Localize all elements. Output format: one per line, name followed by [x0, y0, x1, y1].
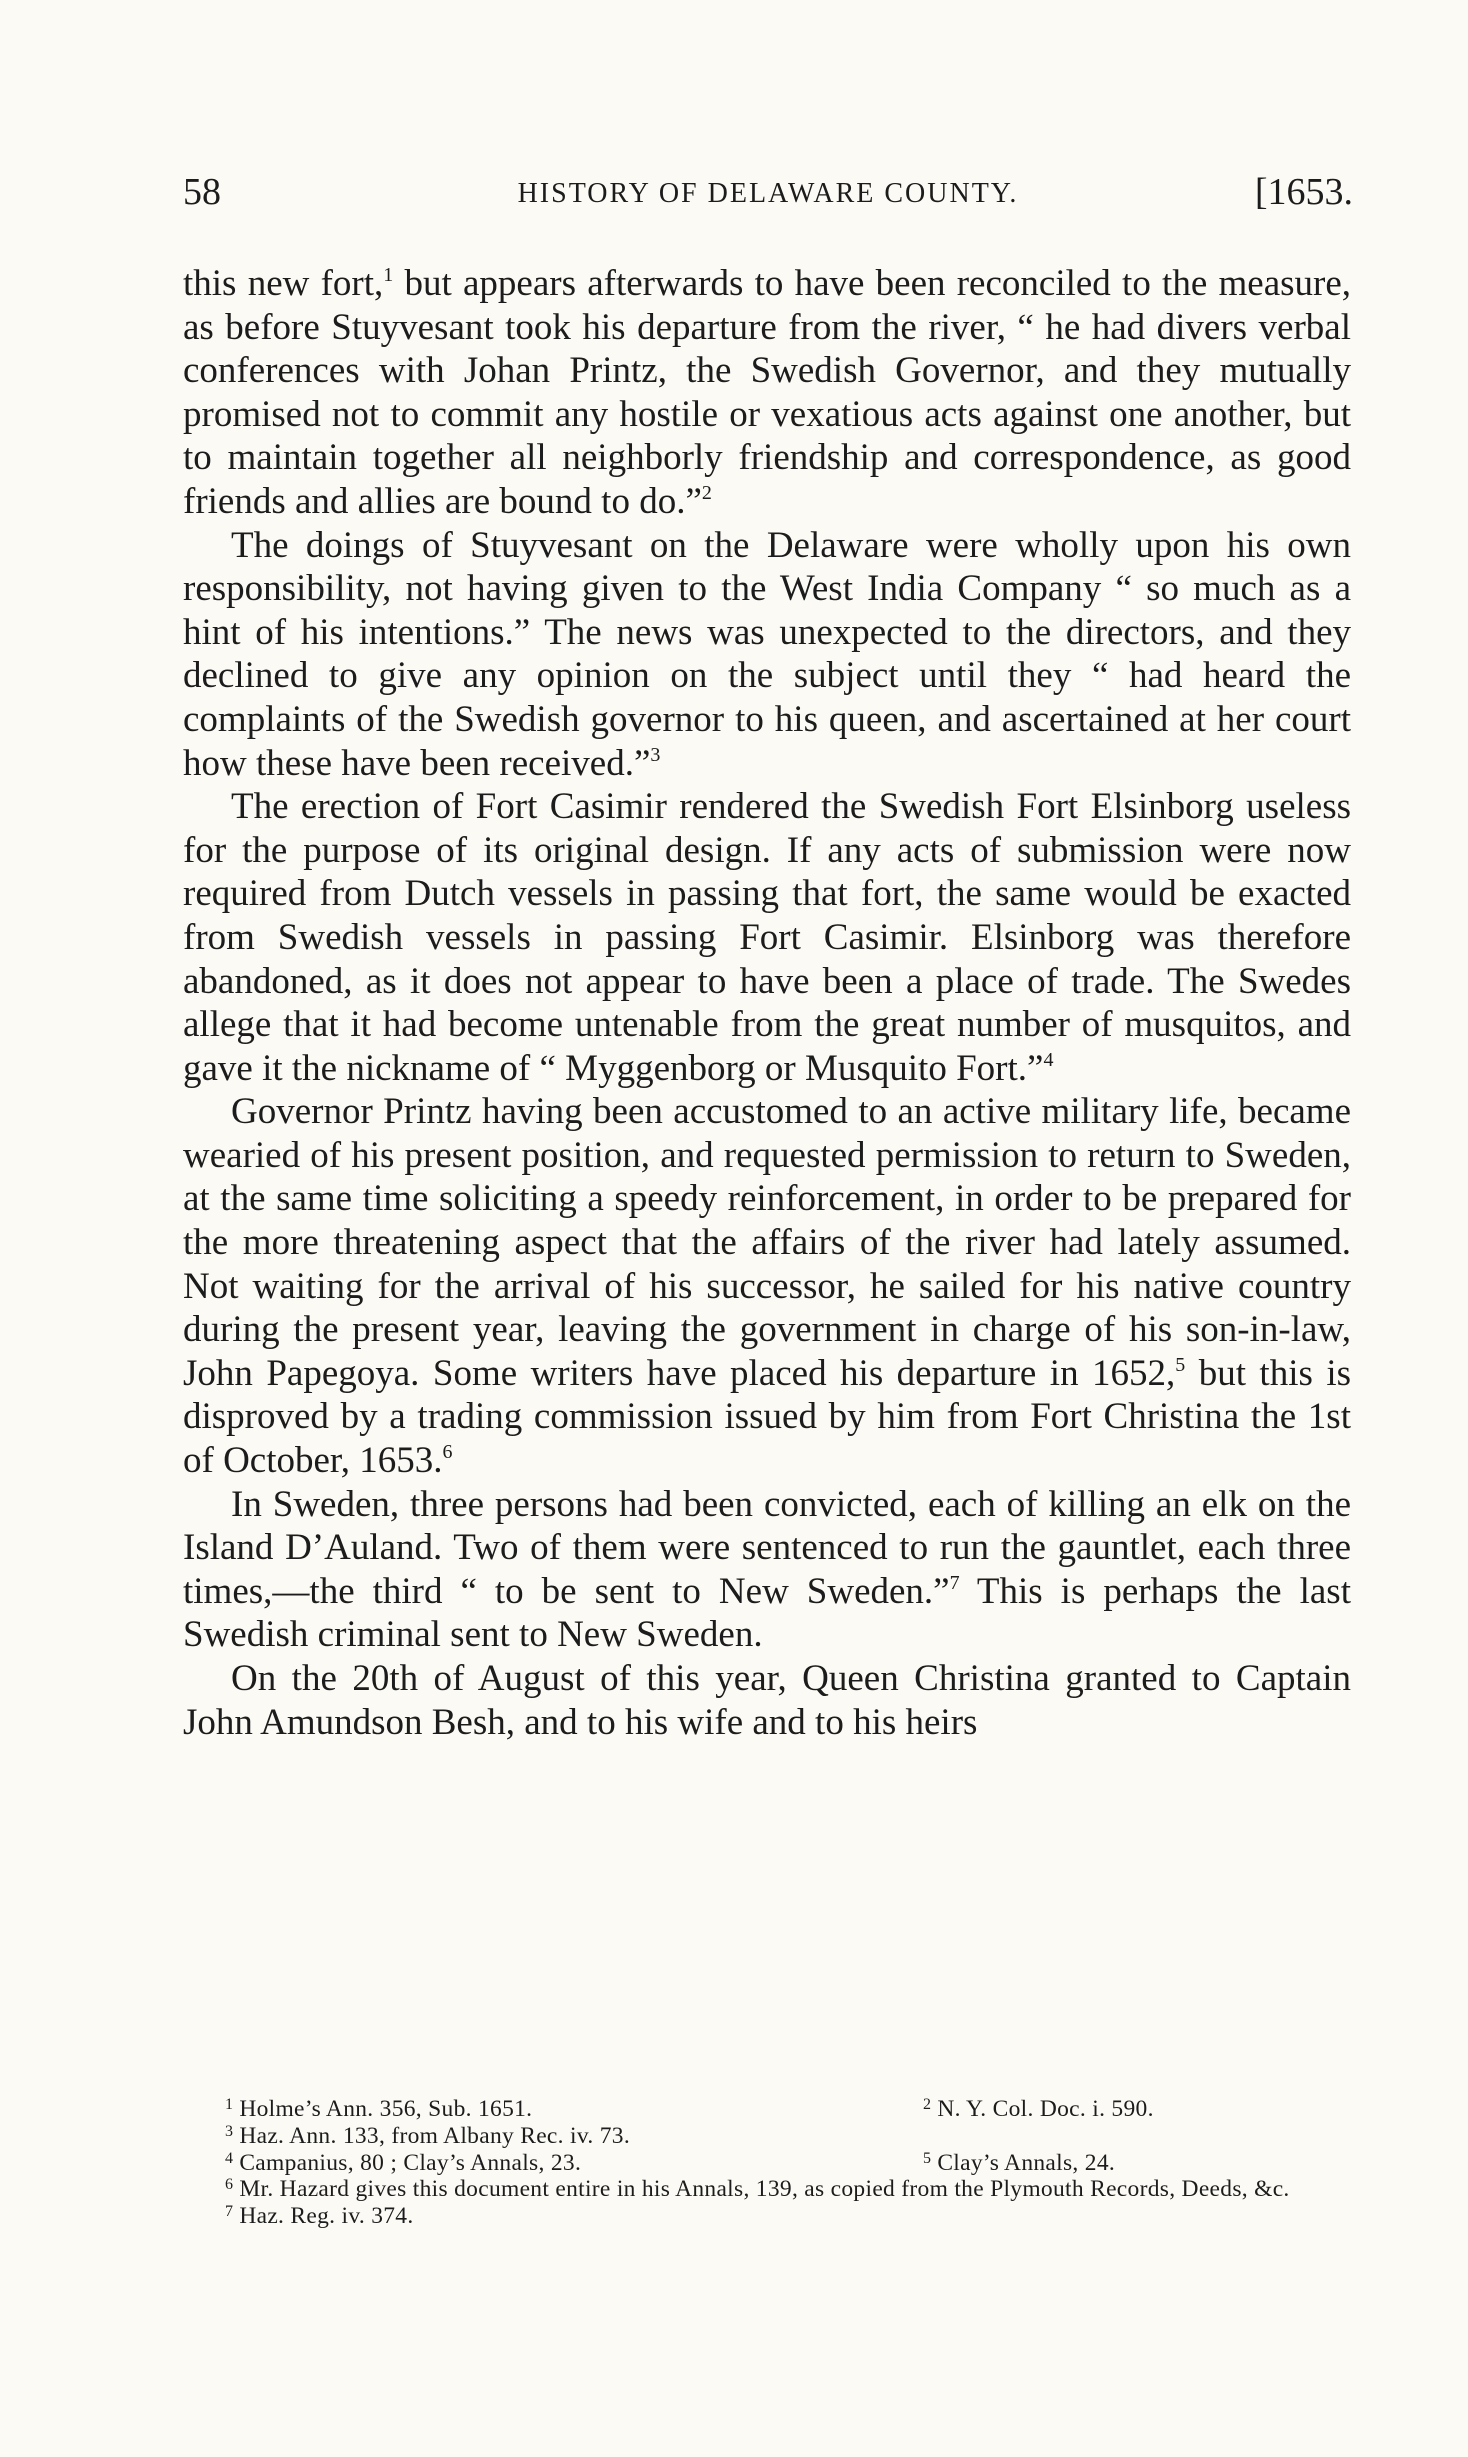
body-text	[183, 262, 1351, 1744]
footnote-4	[183, 2150, 923, 2177]
footnotes	[183, 2096, 1351, 2230]
paragraph-3	[183, 785, 1351, 1090]
footnote-ref: 5	[1175, 1353, 1186, 1376]
text-run: On the 20th of August of this year, Queen Christina granted to Captain John Amundson Besh, and to his wife and to his heirs	[183, 1658, 1351, 1743]
footnote-text: Haz. Reg. iv. 374.	[239, 2203, 414, 2230]
footnote-ref: 3	[650, 743, 661, 766]
footnote-1	[183, 2096, 923, 2123]
footnote-row	[183, 2096, 1351, 2123]
text-run: this new fort,	[183, 263, 384, 304]
text-run: Governor Printz having been accustomed to an active military life, became wearied of his present position, and requested permission to return to Sweden, at the same time soliciting a speedy reinforcement, in order to be prepared for the more threatening aspect that the affairs of the river had lately assumed. Not waiting for the arrival of his successor, he sailed for his native country during the present year, leaving the government in charge of his son-in-law, John Papegoya. Some writers have placed his departure in 1652,	[183, 1091, 1351, 1394]
footnote-number: 1	[225, 2096, 234, 2113]
footnote-6	[183, 2176, 1351, 2203]
footnote-ref: 1	[383, 264, 394, 286]
footnote-7	[183, 2203, 1351, 2230]
text-run: This is perhaps the last Swedish criminal sent to New Sweden.	[183, 1570, 1351, 1656]
footnote-ref: 4	[1043, 1048, 1054, 1071]
footnote-3	[183, 2123, 1351, 2150]
text-run: The erection of Fort Casimir rendered the Swedish Fort Elsinborg useless for the purpose of its original design. If any acts of submission were now required from Dutch vessels in passing that fort, the same would be exacted from Swedish vessels in passing Fort Casimir. Elsinborg was therefore abandoned, as it does not appear to have been a place of trade. The Swedes allege that it had become untenable from the great number of musquitos, and gave it the nickname of “ Myggenborg or Musquito Fort.”	[183, 786, 1351, 1089]
footnote-number: 3	[225, 2122, 234, 2140]
footnote-2	[923, 2096, 1351, 2123]
footnote-text: Haz. Ann. 133, from Albany Rec. iv. 73.	[239, 2122, 630, 2149]
year-marker: [1653.	[1254, 171, 1353, 213]
footnote-text: Campanius, 80 ; Clay’s Annals, 23.	[239, 2149, 582, 2176]
page-header	[183, 170, 1353, 220]
footnote-text: Mr. Hazard gives this document entire in his Annals, 139, as copied from the Plymouth Records, Deeds, &c.	[239, 2176, 1290, 2203]
footnote-text: Clay’s Annals, 24.	[937, 2149, 1116, 2176]
paragraph-6	[183, 1657, 1351, 1744]
footnote-ref: 7	[949, 1571, 960, 1594]
footnote-number: 2	[923, 2096, 932, 2113]
running-title: HISTORY OF DELAWARE COUNTY.	[517, 178, 1019, 209]
paragraph-4	[183, 1090, 1351, 1482]
page-number: 58	[183, 171, 221, 213]
footnote-ref: 6	[442, 1441, 453, 1464]
text-run: but this is disproved by a trading commission issued by him from Fort Christina the 1st of October, 1653.	[183, 1352, 1351, 1482]
footnote-number: 7	[225, 2203, 234, 2221]
footnote-number: 6	[225, 2176, 234, 2194]
text-run: but appears afterwards to have been reconciled to the measure, as before Stuyvesant took his departure from the river, “ he had divers verbal conferences with Johan Printz, the Swedish Governor, and they mutually promised not to commit any hostile or vexatious acts against one another, but to maintain together all neighborly friendship and correspondence, as good friends and allies are bound to do.”	[183, 263, 1352, 522]
text-run: The doings of Stuyvesant on the Delaware were wholly upon his own responsibility, not having given to the West India Company “ so much as a hint of his intentions.” The news was unexpected to the directors, and they declined to give any opinion on the subject until they “ had heard the complaints of the Swedish governor to his queen, and ascertained at her court how these have been received.”	[183, 524, 1351, 784]
footnote-5	[923, 2150, 1351, 2177]
paragraph-2	[183, 524, 1351, 786]
paragraph-5	[183, 1483, 1351, 1657]
footnote-ref: 2	[701, 481, 712, 504]
footnote-row	[183, 2150, 1351, 2177]
text-run: In Sweden, three persons had been convicted, each of killing an elk on the Island D’Auland. Two of them were sentenced to run the gauntlet, each three times,—the third “ to be sent to New Sweden.”	[183, 1483, 1351, 1612]
paragraph-1	[183, 262, 1351, 524]
footnote-number: 5	[923, 2149, 932, 2167]
footnote-text: N. Y. Col. Doc. i. 590.	[937, 2096, 1154, 2122]
footnote-number: 4	[225, 2149, 234, 2167]
footnote-text: Holme’s Ann. 356, Sub. 1651.	[239, 2096, 533, 2122]
